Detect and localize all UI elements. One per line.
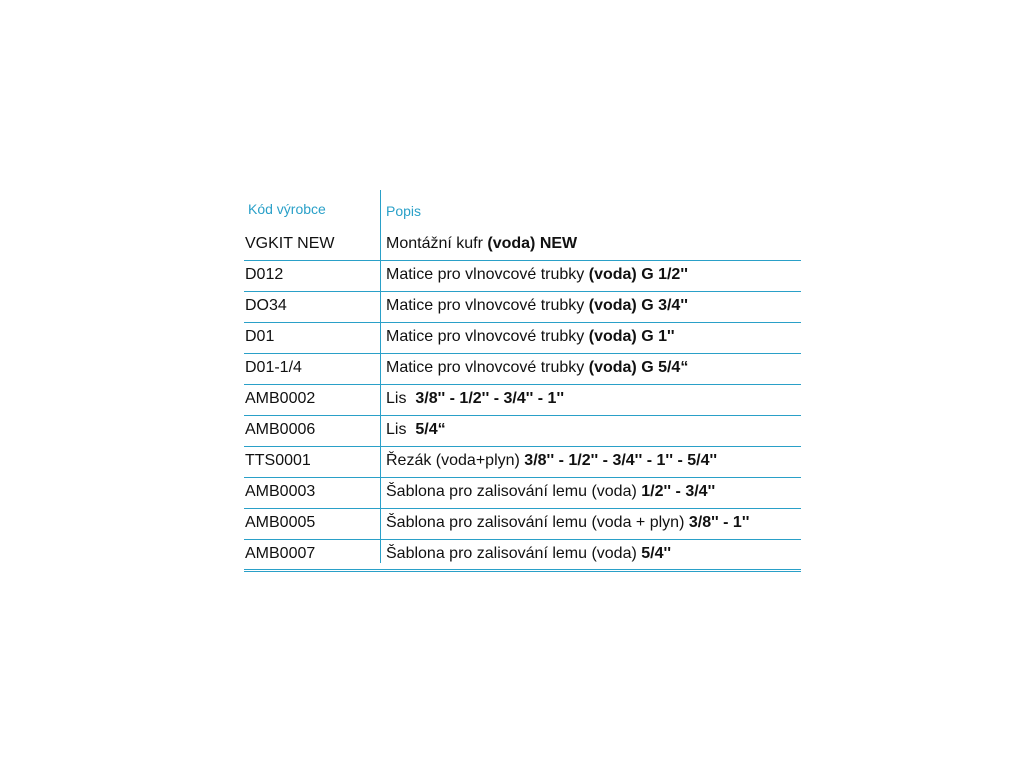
table-row — [244, 478, 801, 509]
table-row — [244, 509, 801, 540]
product-description — [386, 421, 446, 439]
header-description: Popis — [386, 203, 422, 219]
description-text: Řezák (voda+plyn) — [386, 452, 525, 469]
product-code: D01 — [245, 328, 275, 345]
table-row — [244, 540, 801, 572]
product-description — [386, 328, 675, 346]
header-code: Kód výrobce — [248, 201, 326, 217]
product-description — [386, 235, 577, 253]
product-description — [386, 514, 749, 532]
product-description — [386, 390, 564, 408]
product-description — [386, 483, 715, 501]
table-row — [244, 261, 801, 292]
product-code: AMB0002 — [245, 390, 316, 407]
description-text: Šablona pro zalisování lemu (voda) — [386, 545, 642, 562]
product-description — [386, 266, 688, 284]
table-row — [244, 323, 801, 354]
description-spec: 3/8'' - 1'' — [688, 514, 750, 531]
description-spec: 1/2'' - 3/4'' — [641, 483, 716, 500]
table-row — [244, 230, 801, 261]
product-code: AMB0005 — [245, 514, 316, 531]
product-code: AMB0007 — [245, 545, 316, 562]
description-spec: 3/8'' - 1/2'' - 3/4'' - 1'' - 5/4'' — [524, 452, 718, 469]
description-text: Matice pro vlnovcové trubky — [386, 297, 589, 314]
product-code: TTS0001 — [245, 452, 311, 469]
table-row — [244, 354, 801, 385]
table-row — [244, 447, 801, 478]
table-header — [244, 190, 801, 230]
table-row — [244, 385, 801, 416]
description-spec: 5/4“ — [415, 421, 446, 438]
product-code: D012 — [245, 266, 284, 283]
description-text: Lis — [386, 390, 416, 407]
table-row — [244, 292, 801, 323]
description-text: Montážní kufr — [386, 235, 488, 252]
description-spec: (voda) G 1'' — [588, 328, 675, 345]
table-body — [244, 230, 801, 572]
description-spec: 5/4'' — [641, 545, 672, 562]
description-spec: (voda) G 3/4'' — [588, 297, 688, 314]
product-code: AMB0006 — [245, 421, 316, 438]
product-code: AMB0003 — [245, 483, 316, 500]
description-text: Matice pro vlnovcové trubky — [386, 266, 589, 283]
product-code: VGKIT NEW — [245, 235, 335, 252]
description-spec: (voda) G 1/2'' — [588, 266, 688, 283]
product-description — [386, 545, 671, 563]
product-description — [386, 452, 717, 470]
product-description — [386, 297, 688, 315]
description-text: Matice pro vlnovcové trubky — [386, 359, 589, 376]
description-spec: (voda) G 5/4“ — [588, 359, 689, 376]
table-row — [244, 416, 801, 447]
description-text: Šablona pro zalisování lemu (voda + plyn) — [386, 514, 689, 531]
product-table — [244, 190, 801, 572]
product-code: D01-1/4 — [245, 359, 302, 376]
product-code: DO34 — [245, 297, 287, 314]
description-text: Šablona pro zalisování lemu (voda) — [386, 483, 642, 500]
product-description — [386, 359, 688, 377]
description-spec: 3/8'' - 1/2'' - 3/4'' - 1'' — [415, 390, 565, 407]
description-text: Matice pro vlnovcové trubky — [386, 328, 589, 345]
description-spec: (voda) NEW — [487, 235, 578, 252]
description-text: Lis — [386, 421, 416, 438]
